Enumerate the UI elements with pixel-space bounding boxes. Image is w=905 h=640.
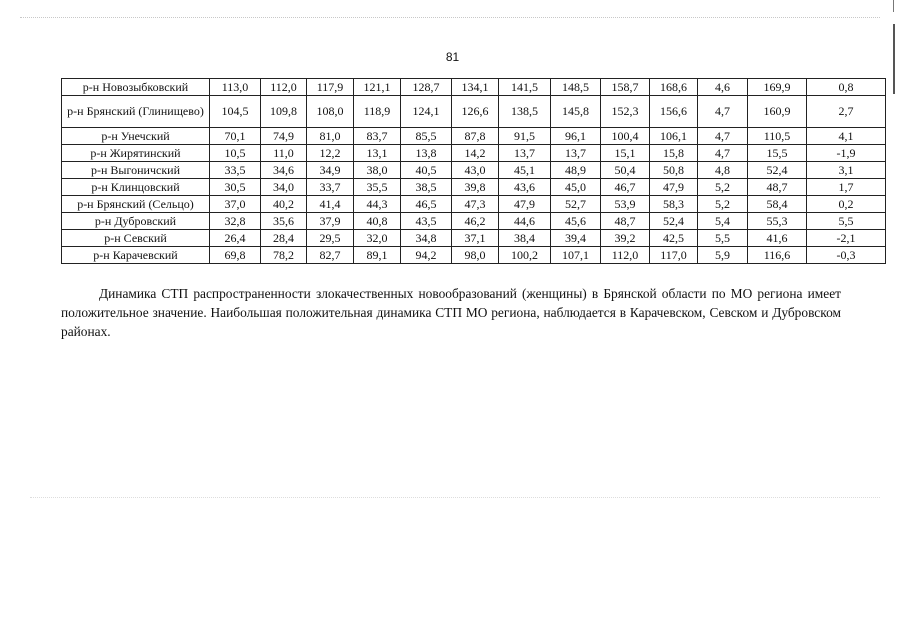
scan-artifact-bottom <box>30 497 880 498</box>
value-cell: 158,7 <box>601 79 650 96</box>
value-cell: 13,7 <box>551 145 601 162</box>
value-cell: 47,9 <box>499 196 551 213</box>
value-cell: 104,5 <box>210 96 261 128</box>
district-name-cell: р-н Унечский <box>62 128 210 145</box>
value-cell: 15,1 <box>601 145 650 162</box>
value-cell: 44,6 <box>499 213 551 230</box>
value-cell: 5,4 <box>698 213 748 230</box>
value-cell: 37,1 <box>452 230 499 247</box>
table-row <box>62 213 886 230</box>
value-cell: 78,2 <box>261 247 307 264</box>
value-cell: 108,0 <box>307 96 354 128</box>
value-cell: 81,0 <box>307 128 354 145</box>
value-cell: 5,2 <box>698 196 748 213</box>
value-cell: 58,3 <box>650 196 698 213</box>
value-cell: 96,1 <box>551 128 601 145</box>
value-cell: 13,1 <box>354 145 401 162</box>
body-paragraph: Динамика СТП распространенности злокачественных новообразований (женщины) в Брянской области по МО региона имеет положительное значение. Наибольшая положительная динамика СТП МО региона, наблюдается в Карачевском, Севском и Дубровском районах. <box>61 286 841 339</box>
value-cell: 46,7 <box>601 179 650 196</box>
value-cell: 98,0 <box>452 247 499 264</box>
value-cell: 126,6 <box>452 96 499 128</box>
value-cell: 14,2 <box>452 145 499 162</box>
value-cell: 83,7 <box>354 128 401 145</box>
value-cell: 40,8 <box>354 213 401 230</box>
value-cell: 41,4 <box>307 196 354 213</box>
value-cell: 141,5 <box>499 79 551 96</box>
value-cell: 45,1 <box>499 162 551 179</box>
value-cell: -0,3 <box>807 247 886 264</box>
value-cell: 100,4 <box>601 128 650 145</box>
value-cell: 48,9 <box>551 162 601 179</box>
value-cell: 32,0 <box>354 230 401 247</box>
table-row <box>62 145 886 162</box>
value-cell: 42,5 <box>650 230 698 247</box>
table-row <box>62 79 886 96</box>
value-cell: 0,8 <box>807 79 886 96</box>
value-cell: 43,0 <box>452 162 499 179</box>
value-cell: 156,6 <box>650 96 698 128</box>
table-row <box>62 230 886 247</box>
district-name-cell: р-н Брянский (Глинищево) <box>62 96 210 128</box>
district-name-cell: р-н Дубровский <box>62 213 210 230</box>
value-cell: 94,2 <box>401 247 452 264</box>
value-cell: 121,1 <box>354 79 401 96</box>
value-cell: 15,8 <box>650 145 698 162</box>
value-cell: 41,6 <box>748 230 807 247</box>
value-cell: 148,5 <box>551 79 601 96</box>
district-name-cell: р-н Жирятинский <box>62 145 210 162</box>
value-cell: 52,4 <box>748 162 807 179</box>
value-cell: 46,2 <box>452 213 499 230</box>
value-cell: 34,0 <box>261 179 307 196</box>
value-cell: 112,0 <box>261 79 307 96</box>
value-cell: -1,9 <box>807 145 886 162</box>
value-cell: 160,9 <box>748 96 807 128</box>
value-cell: 89,1 <box>354 247 401 264</box>
value-cell: 34,8 <box>401 230 452 247</box>
value-cell: 38,5 <box>401 179 452 196</box>
value-cell: 4,7 <box>698 96 748 128</box>
value-cell: 40,2 <box>261 196 307 213</box>
value-cell: 38,4 <box>499 230 551 247</box>
value-cell: 50,4 <box>601 162 650 179</box>
value-cell: 4,8 <box>698 162 748 179</box>
value-cell: 134,1 <box>452 79 499 96</box>
value-cell: 32,8 <box>210 213 261 230</box>
value-cell: 124,1 <box>401 96 452 128</box>
district-name-cell: р-н Брянский (Сельцо) <box>62 196 210 213</box>
value-cell: 5,5 <box>807 213 886 230</box>
value-cell: 33,7 <box>307 179 354 196</box>
value-cell: 138,5 <box>499 96 551 128</box>
district-name-cell: р-н Клинцовский <box>62 179 210 196</box>
value-cell: 37,0 <box>210 196 261 213</box>
value-cell: 82,7 <box>307 247 354 264</box>
value-cell: 169,9 <box>748 79 807 96</box>
table-row <box>62 196 886 213</box>
value-cell: 4,6 <box>698 79 748 96</box>
table-row <box>62 96 886 128</box>
value-cell: 47,9 <box>650 179 698 196</box>
value-cell: 45,6 <box>551 213 601 230</box>
value-cell: 74,9 <box>261 128 307 145</box>
table-row <box>62 162 886 179</box>
value-cell: 58,4 <box>748 196 807 213</box>
value-cell: 39,2 <box>601 230 650 247</box>
value-cell: 4,7 <box>698 128 748 145</box>
value-cell: 12,2 <box>307 145 354 162</box>
value-cell: 100,2 <box>499 247 551 264</box>
value-cell: 117,0 <box>650 247 698 264</box>
value-cell: 152,3 <box>601 96 650 128</box>
value-cell: 118,9 <box>354 96 401 128</box>
value-cell: 47,3 <box>452 196 499 213</box>
value-cell: 38,0 <box>354 162 401 179</box>
value-cell: 70,1 <box>210 128 261 145</box>
value-cell: 50,8 <box>650 162 698 179</box>
value-cell: 110,5 <box>748 128 807 145</box>
value-cell: 43,6 <box>499 179 551 196</box>
value-cell: 28,4 <box>261 230 307 247</box>
value-cell: 52,7 <box>551 196 601 213</box>
district-name-cell: р-н Севский <box>62 230 210 247</box>
value-cell: 48,7 <box>748 179 807 196</box>
value-cell: 34,9 <box>307 162 354 179</box>
value-cell: 4,1 <box>807 128 886 145</box>
value-cell: 13,7 <box>499 145 551 162</box>
district-name-cell: р-н Выгоничский <box>62 162 210 179</box>
value-cell: 85,5 <box>401 128 452 145</box>
value-cell: 35,5 <box>354 179 401 196</box>
value-cell: 44,3 <box>354 196 401 213</box>
value-cell: 117,9 <box>307 79 354 96</box>
value-cell: 40,5 <box>401 162 452 179</box>
district-name-cell: р-н Новозыбковский <box>62 79 210 96</box>
value-cell: 13,8 <box>401 145 452 162</box>
scan-artifact-top <box>20 17 880 18</box>
value-cell: 34,6 <box>261 162 307 179</box>
value-cell: 46,5 <box>401 196 452 213</box>
table-row <box>62 179 886 196</box>
value-cell: 168,6 <box>650 79 698 96</box>
value-cell: -2,1 <box>807 230 886 247</box>
value-cell: 53,9 <box>601 196 650 213</box>
value-cell: 0,2 <box>807 196 886 213</box>
value-cell: 3,1 <box>807 162 886 179</box>
statistics-table <box>61 78 886 264</box>
value-cell: 1,7 <box>807 179 886 196</box>
value-cell: 5,9 <box>698 247 748 264</box>
district-name-cell: р-н Карачевский <box>62 247 210 264</box>
value-cell: 52,4 <box>650 213 698 230</box>
table-row <box>62 247 886 264</box>
value-cell: 10,5 <box>210 145 261 162</box>
value-cell: 4,7 <box>698 145 748 162</box>
value-cell: 37,9 <box>307 213 354 230</box>
value-cell: 5,5 <box>698 230 748 247</box>
value-cell: 26,4 <box>210 230 261 247</box>
value-cell: 109,8 <box>261 96 307 128</box>
value-cell: 55,3 <box>748 213 807 230</box>
value-cell: 116,6 <box>748 247 807 264</box>
value-cell: 30,5 <box>210 179 261 196</box>
value-cell: 87,8 <box>452 128 499 145</box>
value-cell: 29,5 <box>307 230 354 247</box>
value-cell: 35,6 <box>261 213 307 230</box>
scan-artifact-mark <box>893 0 894 12</box>
value-cell: 15,5 <box>748 145 807 162</box>
value-cell: 106,1 <box>650 128 698 145</box>
value-cell: 107,1 <box>551 247 601 264</box>
value-cell: 11,0 <box>261 145 307 162</box>
value-cell: 43,5 <box>401 213 452 230</box>
value-cell: 113,0 <box>210 79 261 96</box>
value-cell: 48,7 <box>601 213 650 230</box>
value-cell: 33,5 <box>210 162 261 179</box>
value-cell: 45,0 <box>551 179 601 196</box>
value-cell: 145,8 <box>551 96 601 128</box>
value-cell: 39,8 <box>452 179 499 196</box>
value-cell: 128,7 <box>401 79 452 96</box>
value-cell: 112,0 <box>601 247 650 264</box>
table-row <box>62 128 886 145</box>
value-cell: 69,8 <box>210 247 261 264</box>
value-cell: 39,4 <box>551 230 601 247</box>
page-number: 81 <box>445 50 460 64</box>
value-cell: 5,2 <box>698 179 748 196</box>
table-body <box>62 79 886 264</box>
value-cell: 2,7 <box>807 96 886 128</box>
value-cell: 91,5 <box>499 128 551 145</box>
